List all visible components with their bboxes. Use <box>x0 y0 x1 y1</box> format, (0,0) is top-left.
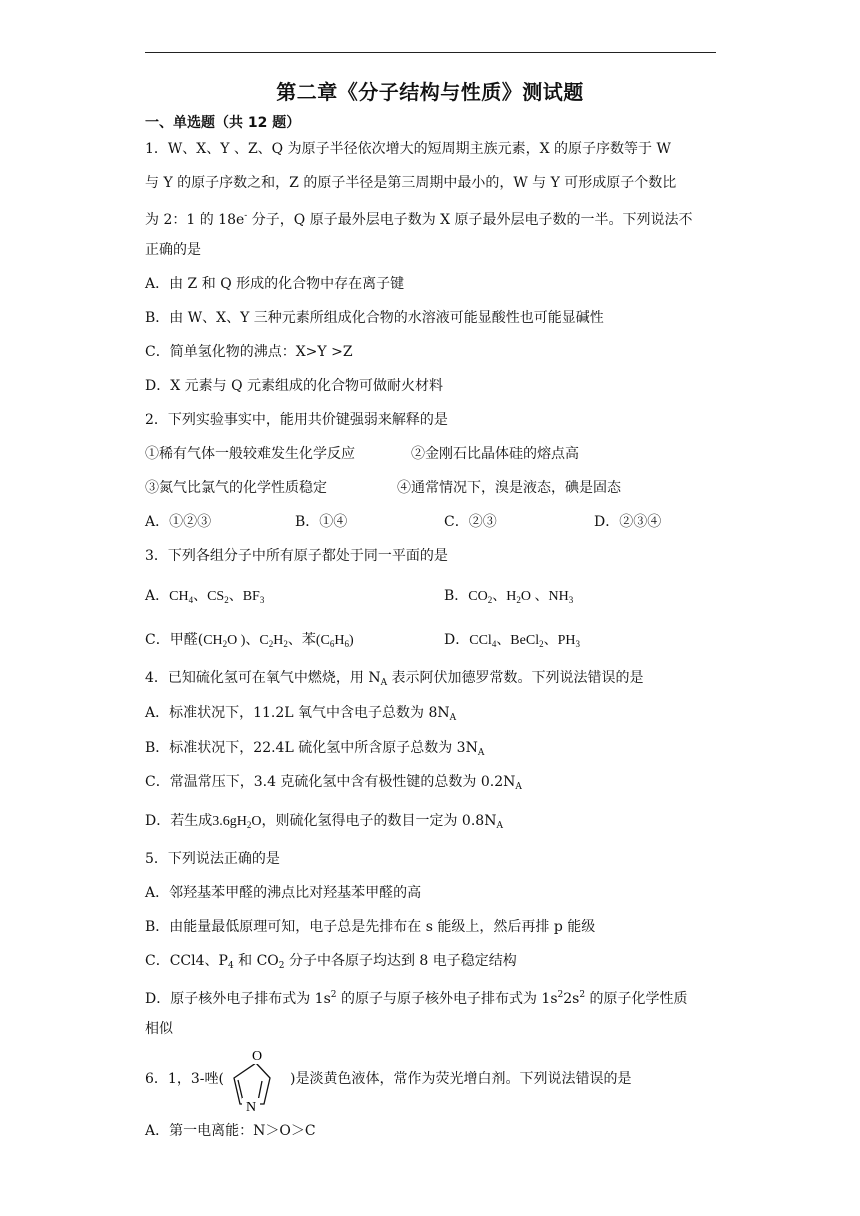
q3-option-d-formula <box>469 633 580 648</box>
q3b-sub-3: 2 <box>516 595 521 605</box>
q4-option-c <box>145 773 522 796</box>
q1-option-c: C．简单氢化物的沸点：X>Y >Z <box>145 344 353 360</box>
q4-option-a <box>145 704 456 727</box>
q3c-part-6: 、苯(C <box>287 633 330 648</box>
q5-option-b: B．由能量最低原理可知，电子总是先排布在 s 能级上，然后再排 p 能级 <box>145 919 596 935</box>
q3b-part-0: CO <box>468 589 488 604</box>
q2-item-4: ④通常情况下，溴是液态，碘是固态 <box>397 480 621 496</box>
q4-option-b-text: B．标准状况下，22.4L 硫化氢中所含原子总数为 3N <box>145 740 478 756</box>
q1-line-3a: 为 2：1 的 18e <box>145 212 245 228</box>
q4-option-b-sub: A <box>477 748 485 758</box>
q2-stem: 2．下列实验事实中，能用共价键强弱来解释的是 <box>145 412 448 428</box>
q4-option-d-text-a: D．若生成 <box>145 813 213 829</box>
q4d-formula-3: O <box>251 814 262 829</box>
q4-option-d-formula <box>212 814 261 829</box>
oxazole-structure <box>226 1046 288 1114</box>
q3c-part-10: ) <box>349 633 354 648</box>
q3d-part-0: CCl <box>469 633 492 648</box>
q5-option-c-a: C．CCl4、P <box>145 953 228 969</box>
q4-option-c-text: C．常温常压下，3.4 克硫化氢中含有极性键的总数为 0.2N <box>145 774 516 790</box>
q5-option-d-line-2: 相似 <box>145 1021 173 1037</box>
q5-stem: 5．下列说法正确的是 <box>145 851 280 867</box>
q3a-part-0: CH <box>169 589 189 604</box>
q4-option-b <box>145 739 484 762</box>
q3a-sub-5: 3 <box>259 595 265 605</box>
q5-option-d-b: 的原子与原子核外电子排布式为 1s <box>336 991 558 1007</box>
q1-option-b: B．由 W、X、Y 三种元素所组成化合物的水溶液可能显酸性也可能显碱性 <box>145 310 604 326</box>
q1-line-3-sup: - <box>244 211 248 221</box>
q5-option-d <box>145 986 688 1008</box>
q5-option-d-a: D．原子核外电子排布式为 1s <box>145 991 331 1007</box>
q3d-part-2: 、BeCl <box>496 633 540 648</box>
q1-option-d: D．X 元素与 Q 元素组成的化合物可做耐火材料 <box>145 378 444 394</box>
q1-line-1: 1．W、X、Y 、Z、Q 为原子半径依次增大的短周期主族元素，X 的原子序数等于 W <box>145 141 671 157</box>
q3c-sub-3: 2 <box>268 639 274 649</box>
q3a-sub-1: 4 <box>188 595 194 605</box>
section-heading: 一、单选题（共 12 题） <box>145 115 301 131</box>
q5-option-d-sup3: 2 <box>579 990 586 1000</box>
q5-option-d-d: 的原子化学性质 <box>585 991 688 1007</box>
ring-oxygen-label: O <box>251 1049 263 1064</box>
q3b-part-2: 、H <box>492 589 517 604</box>
q3-option-b <box>444 587 573 609</box>
q4-option-c-sub: A <box>515 782 522 792</box>
page-title: 第二章《分子结构与性质》测试题 <box>276 80 584 104</box>
q3-option-d <box>444 631 580 653</box>
q3c-sub-1: 2 <box>222 639 228 649</box>
q3-option-c-label: C．甲醛( <box>145 632 204 648</box>
q3-option-b-formula <box>468 589 573 604</box>
q1-option-a: A．由 Z 和 Q 形成的化合物中存在离子键 <box>145 276 405 292</box>
q3a-part-2: 、CS <box>193 589 225 604</box>
ring-nitrogen-label: N <box>245 1100 257 1114</box>
q4-option-d-text-b: ，则硫化氢得电子的数目一定为 0.8N <box>261 813 497 829</box>
q3b-sub-5: 3 <box>568 595 574 605</box>
q3c-sub-9: 6 <box>344 639 350 649</box>
q4-option-a-text: A．标准状况下，11.2L 氧气中含电子总数为 8N <box>145 705 450 721</box>
q3d-sub-1: 4 <box>491 639 497 649</box>
q3b-sub-1: 2 <box>487 595 493 605</box>
q4d-formula-1: 3.6gH <box>212 814 247 829</box>
q5-option-d-sup1: 2 <box>330 990 337 1000</box>
q3c-part-2: O )、C <box>227 633 269 648</box>
q5-option-c <box>145 952 517 975</box>
q3d-sub-3: 2 <box>539 639 544 649</box>
q3a-part-4: 、BF <box>228 589 260 604</box>
q6-stem-a: 6．1，3-唑( <box>145 1071 224 1087</box>
q5-option-d-c: 2s <box>563 991 580 1007</box>
q5-option-c-sub1: 4 <box>227 961 234 971</box>
q4-stem-sub: A <box>380 678 388 688</box>
q3b-part-4: O 、NH <box>520 589 569 604</box>
q4-stem-a: 4．已知硫化氢可在氧气中燃烧，用 N <box>145 670 381 686</box>
q1-line-4: 正确的是 <box>145 242 201 258</box>
q5-option-c-sub2: 2 <box>278 961 285 971</box>
q2-option-a: A．①②③ <box>145 514 212 530</box>
q4-stem <box>145 669 644 692</box>
q5-option-a: A．邻羟基苯甲醛的沸点比对羟基苯甲醛的高 <box>145 885 422 901</box>
q5-option-c-b: 和 CO <box>233 953 279 969</box>
q4-option-d <box>145 812 503 835</box>
q1-line-3b: 分子，Q 原子最外层电子数为 X 原子最外层电子数的一半。下列说法不 <box>247 212 693 228</box>
q4d-formula-sub: 2 <box>246 820 252 830</box>
q2-item-1: ①稀有气体一般较难发生化学反应 <box>145 446 355 462</box>
header-rule <box>145 52 716 53</box>
q3c-part-0: CH <box>203 633 223 648</box>
q3d-sub-5: 3 <box>575 639 580 649</box>
q3c-sub-5: 2 <box>283 639 288 649</box>
q3a-sub-3: 2 <box>224 595 229 605</box>
q5-option-c-c: 分子中各原子均达到 8 电子稳定结构 <box>284 953 517 969</box>
q3-option-a <box>145 587 264 609</box>
q6-stem-b: )是淡黄色液体，常作为荧光增白剂。下列说法错误的是 <box>290 1071 632 1087</box>
q6-option-a: A．第一电离能：N＞O＞C <box>145 1123 316 1139</box>
q2-option-b: B．①④ <box>295 514 348 530</box>
q3c-sub-7: 6 <box>329 639 335 649</box>
q3-option-c-formula <box>203 633 354 648</box>
q2-option-d: D．②③④ <box>594 514 662 530</box>
q5-option-d-sup2: 2 <box>557 990 564 1000</box>
q3-option-a-label: A． <box>145 588 170 604</box>
q1-line-3 <box>145 207 693 229</box>
q3-option-a-formula <box>169 589 264 604</box>
q3c-part-8: H <box>334 633 345 648</box>
q4-option-a-sub: A <box>449 713 457 723</box>
q3-option-d-label: D． <box>444 632 470 648</box>
q2-item-2: ②金刚石比晶体硅的熔点高 <box>411 446 579 462</box>
q4-option-d-sub: A <box>496 821 503 831</box>
q3-option-c <box>145 631 354 653</box>
q4-stem-b: 表示阿伏加德罗常数。下列说法错误的是 <box>387 670 644 686</box>
q3c-part-4: H <box>273 633 284 648</box>
q3d-part-4: 、PH <box>543 633 576 648</box>
q2-item-3: ③氮气比氯气的化学性质稳定 <box>145 480 327 496</box>
q2-option-c: C．②③ <box>444 514 497 530</box>
q3-stem: 3．下列各组分子中所有原子都处于同一平面的是 <box>145 548 448 564</box>
q1-line-2: 与 Y 的原子序数之和，Z 的原子半径是第三周期中最小的，W 与 Y 可形成原子个数比 <box>145 175 677 191</box>
q3-option-b-label: B． <box>444 588 469 604</box>
